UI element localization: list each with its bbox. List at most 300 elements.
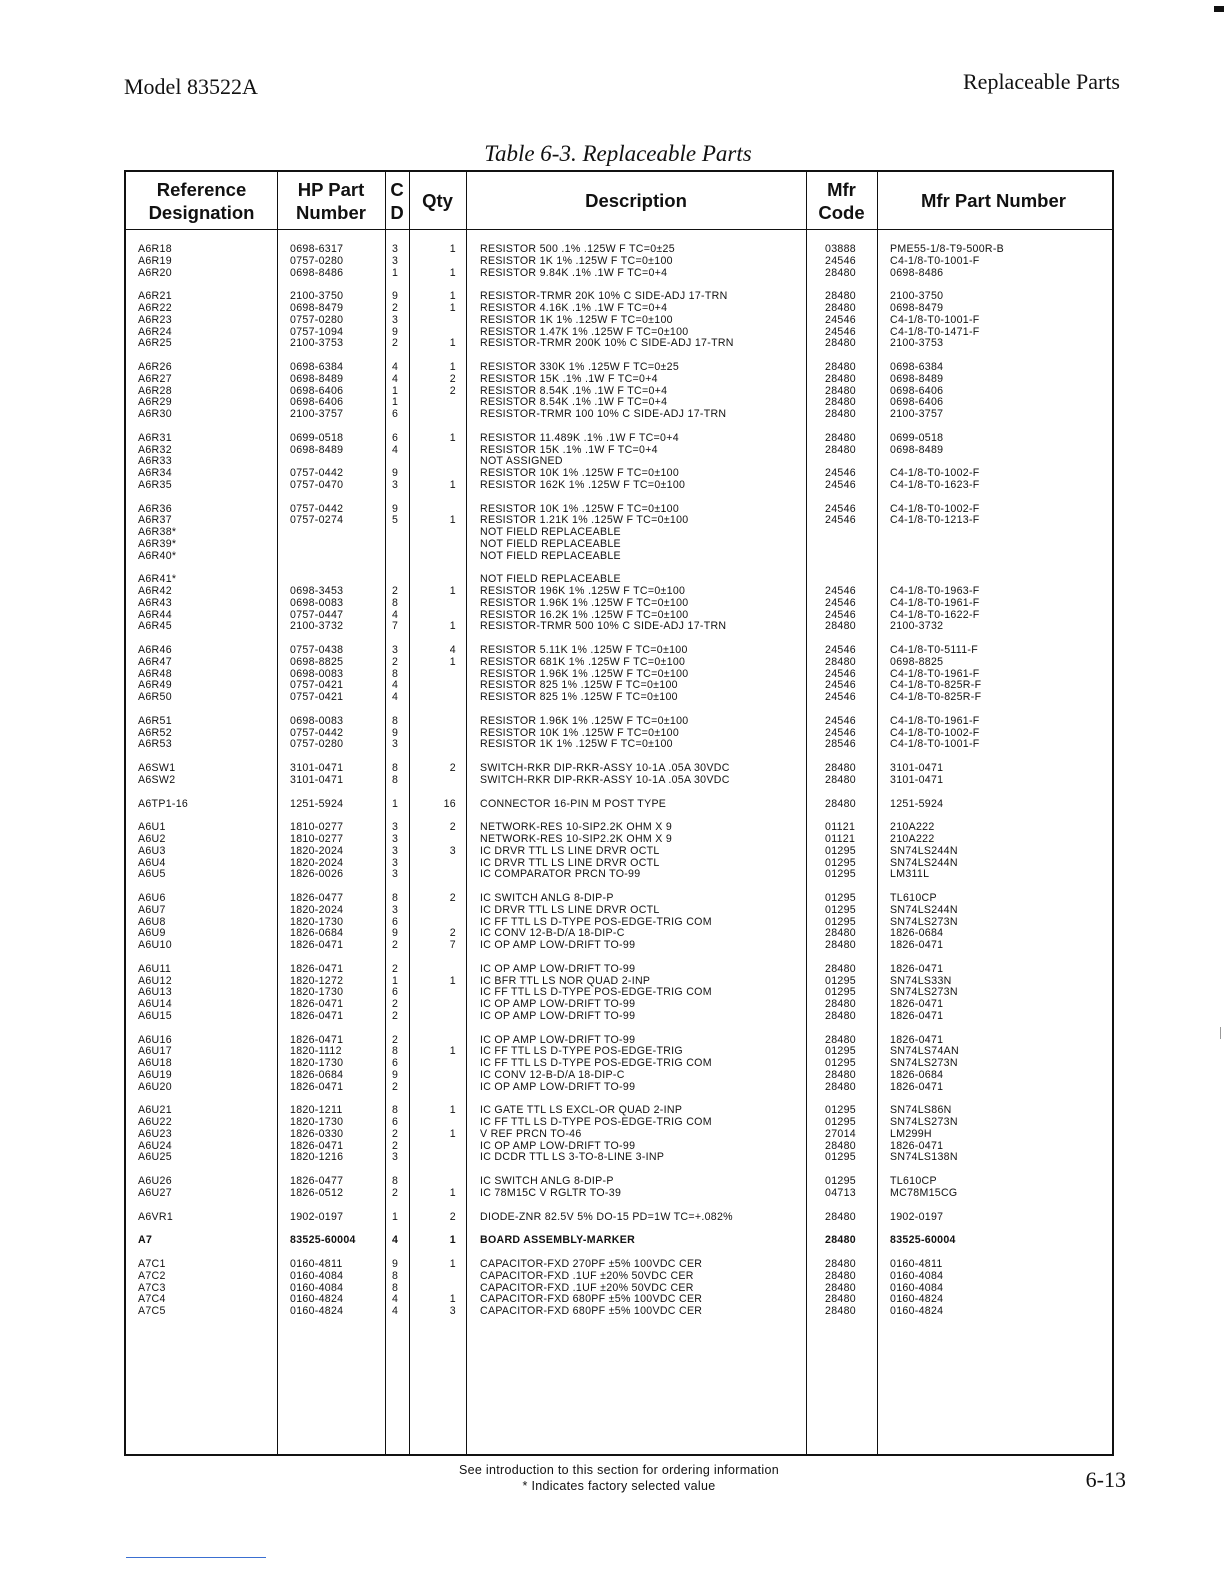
mfr-part-cell: 0160-4811 xyxy=(890,1258,943,1270)
hp-part-cell: 0160-4824 xyxy=(290,1305,344,1317)
qty-cell: 3 xyxy=(449,1305,456,1317)
reference-cell: A6U18 xyxy=(138,1057,172,1069)
mfr-part-cell: 1826-0471 xyxy=(890,1080,944,1093)
cd-cell: 9 xyxy=(392,502,399,515)
mfr-part-cell: 0698-8479 xyxy=(890,302,944,314)
cd-cell: 2 xyxy=(392,1186,399,1199)
reference-cell: A6VR1 xyxy=(138,1210,174,1223)
mfr-code-cell: 01295 xyxy=(825,892,856,904)
qty-cell: 2 xyxy=(449,1210,456,1223)
cd-cell: 6 xyxy=(392,986,399,999)
cd-cell: 1 xyxy=(392,797,399,810)
description-cell: RESISTOR 196K 1% .125W F TC=0±100 xyxy=(480,585,686,597)
mfr-code-cell: 24546 xyxy=(825,502,856,515)
reference-cell: A7C1 xyxy=(138,1258,166,1270)
scan-mark xyxy=(1220,1027,1221,1039)
reference-cell: A6U19 xyxy=(138,1068,172,1081)
mfr-code-cell: 24546 xyxy=(825,467,856,479)
reference-cell: A6R29 xyxy=(138,396,172,409)
cd-cell: 2 xyxy=(392,655,399,668)
description-cell: IC CONV 12-B-D/A 18-DIP-C xyxy=(480,1068,625,1081)
table-row xyxy=(126,999,1112,1011)
description-cell: RESISTOR 16.2K 1% .125W F TC=0±100 xyxy=(480,608,689,621)
table-row xyxy=(126,256,1112,268)
mfr-part-cell: LM299H xyxy=(890,1127,932,1140)
cd-cell: 8 xyxy=(392,714,399,727)
qty-cell: 1 xyxy=(449,1127,456,1140)
description-cell: IC CONV 12-B-D/A 18-DIP-C xyxy=(480,927,625,940)
hp-part-cell: 0160-4084 xyxy=(290,1269,344,1282)
table-row xyxy=(126,1117,1112,1129)
mfr-part-cell: 0699-0518 xyxy=(890,431,944,444)
mfr-part-cell: C4-1/8-T0-1001-F xyxy=(890,313,980,326)
mfr-code-cell: 24546 xyxy=(825,644,856,656)
cd-cell: 8 xyxy=(392,667,399,680)
mfr-code-cell: 24546 xyxy=(825,679,856,692)
mfr-code-cell: 01295 xyxy=(825,1151,856,1164)
reference-cell: A6R48 xyxy=(138,667,172,680)
table-row xyxy=(126,527,1112,539)
hp-part-cell: 0757-0280 xyxy=(290,738,344,751)
mfr-code-cell: 28480 xyxy=(825,998,856,1010)
hp-part-cell: 3101-0471 xyxy=(290,773,344,786)
reference-cell: A6U26 xyxy=(138,1175,172,1187)
qty-cell: 1 xyxy=(449,585,456,597)
mfr-code-cell: 28480 xyxy=(825,408,856,420)
qty-cell: 1 xyxy=(449,655,456,668)
description-cell: RESISTOR-TRMR 20K 10% C SIDE-ADJ 17-TRN xyxy=(480,290,728,303)
cd-cell: 3 xyxy=(392,903,399,916)
reference-cell: A6U23 xyxy=(138,1127,172,1140)
hp-part-cell: 2100-3757 xyxy=(290,408,344,420)
qty-cell: 1 xyxy=(449,302,456,314)
reference-cell: A6U12 xyxy=(138,974,172,987)
mfr-part-cell: 0160-4084 xyxy=(890,1281,944,1294)
description-cell: RESISTOR 1.47K 1% .125W F TC=0±100 xyxy=(480,325,689,338)
mfr-part-cell: 0698-6406 xyxy=(890,396,944,409)
hp-part-cell: 0698-8489 xyxy=(290,443,344,456)
description-cell: IC OP AMP LOW-DRIFT TO-99 xyxy=(480,1080,636,1093)
cd-cell: 4 xyxy=(392,691,399,703)
description-cell: NOT FIELD REPLACEABLE xyxy=(480,537,621,550)
mfr-code-cell: 28480 xyxy=(825,962,856,975)
hp-part-cell: 3101-0471 xyxy=(290,762,344,774)
description-cell: RESISTOR 1.96K 1% .125W F TC=0±100 xyxy=(480,667,689,680)
description-cell: RESISTOR 500 .1% .125W F TC=0±25 xyxy=(480,243,675,255)
table-row xyxy=(126,315,1112,327)
description-cell: RESISTOR 1.96K 1% .125W F TC=0±100 xyxy=(480,714,689,727)
hp-part-cell: 0160-4811 xyxy=(290,1258,343,1270)
cd-cell: 1 xyxy=(392,1210,399,1223)
mfr-part-cell: C4-1/8-T0-1471-F xyxy=(890,325,980,338)
cd-cell: 2 xyxy=(392,1080,399,1093)
hp-part-cell: 0757-0274 xyxy=(290,514,344,527)
column-header-hp-part: HP Part Number xyxy=(296,178,366,223)
reference-cell: A6U11 xyxy=(138,962,172,975)
description-cell: CAPACITOR-FXD 270PF ±5% 100VDC CER xyxy=(480,1258,703,1270)
cd-cell: 6 xyxy=(392,1057,399,1069)
cd-cell: 4 xyxy=(392,1305,399,1317)
description-cell: IC OP AMP LOW-DRIFT TO-99 xyxy=(480,1139,636,1152)
qty-cell: 1 xyxy=(449,1258,456,1270)
hp-part-cell: 0698-0083 xyxy=(290,667,344,680)
description-cell: NOT FIELD REPLACEABLE xyxy=(480,573,621,586)
reference-cell: A6U22 xyxy=(138,1116,172,1128)
table-row xyxy=(126,362,1112,374)
mfr-part-cell: 2100-3750 xyxy=(890,290,944,303)
table-row xyxy=(126,834,1112,846)
qty-cell: 1 xyxy=(449,243,456,255)
table-title: Table 6-3. Replaceable Parts xyxy=(484,141,752,166)
hp-part-cell: 2100-3732 xyxy=(290,620,344,633)
qty-cell: 1 xyxy=(449,361,456,373)
cd-cell: 3 xyxy=(392,644,399,656)
reference-cell: A6R43 xyxy=(138,596,172,609)
reference-cell: A6U25 xyxy=(138,1151,172,1164)
mfr-part-cell: C4-1/8-T0-825R-F xyxy=(890,679,982,692)
description-cell: IC FF TTL LS D-TYPE POS-EDGE-TRIG COM xyxy=(480,1116,712,1128)
mfr-part-cell: C4-1/8-T0-1961-F xyxy=(890,596,980,609)
description-cell: IC 78M15C V RGLTR TO-39 xyxy=(480,1186,622,1199)
mfr-code-cell: 28480 xyxy=(825,939,856,951)
mfr-code-cell: 28480 xyxy=(825,266,856,279)
description-cell: IC FF TTL LS D-TYPE POS-EDGE-TRIG COM xyxy=(480,1057,712,1069)
mfr-code-cell: 28480 xyxy=(825,1269,856,1282)
column-header-description: Description xyxy=(585,190,687,211)
hp-part-cell: 1810-0277 xyxy=(290,821,344,834)
description-cell: IC OP AMP LOW-DRIFT TO-99 xyxy=(480,1033,636,1046)
cd-cell: 9 xyxy=(392,927,399,940)
mfr-part-cell: C4-1/8-T0-1001-F xyxy=(890,254,980,267)
reference-cell: A7 xyxy=(138,1234,153,1247)
mfr-part-cell: SN74LS273N xyxy=(890,915,958,928)
reference-cell: A6SW2 xyxy=(138,773,176,786)
hp-part-cell: 0757-0421 xyxy=(290,691,344,703)
reference-cell: A6U1 xyxy=(138,821,166,834)
mfr-part-cell: SN74LS244N xyxy=(890,903,958,916)
mfr-part-cell: C4-1/8-T0-1961-F xyxy=(890,714,980,727)
hp-part-cell: 1820-1730 xyxy=(290,986,344,999)
mfr-part-cell: 0160-4824 xyxy=(890,1305,944,1317)
description-cell: IC OP AMP LOW-DRIFT TO-99 xyxy=(480,1009,636,1022)
description-cell: RESISTOR 15K .1% .1W F TC=0+4 xyxy=(480,443,658,456)
table-row xyxy=(126,1176,1112,1188)
mfr-code-cell: 28480 xyxy=(825,443,856,456)
mfr-code-cell: 24546 xyxy=(825,691,856,703)
description-cell: RESISTOR 825 1% .125W F TC=0±100 xyxy=(480,679,678,692)
hp-part-cell: 1826-0684 xyxy=(290,927,344,940)
table-row xyxy=(126,1011,1112,1023)
cd-cell: 6 xyxy=(392,1116,399,1128)
mfr-part-cell: C4-1/8-T0-1963-F xyxy=(890,585,980,597)
description-cell: RESISTOR 8.54K .1% .1W F TC=0+4 xyxy=(480,396,668,409)
reference-cell: A6U7 xyxy=(138,903,166,916)
description-cell: RESISTOR 4.16K .1% .1W F TC=0+4 xyxy=(480,302,668,314)
table-row xyxy=(126,433,1112,445)
cd-cell: 8 xyxy=(392,1104,399,1117)
column-header-mfr-part: Mfr Part Number xyxy=(921,190,1066,211)
description-cell: RESISTOR-TRMR 200K 10% C SIDE-ADJ 17-TRN xyxy=(480,337,734,350)
hp-part-cell: 1826-0471 xyxy=(290,1139,344,1152)
cd-cell: 3 xyxy=(392,243,399,255)
corner-mark xyxy=(1214,6,1224,12)
mfr-part-cell: C4-1/8-T0-1961-F xyxy=(890,667,980,680)
reference-cell: A6R33 xyxy=(138,455,172,468)
table-row xyxy=(126,268,1112,280)
hp-part-cell: 1902-0197 xyxy=(290,1210,344,1223)
mfr-part-cell: 1826-0684 xyxy=(890,1068,944,1081)
hp-part-cell: 0160-4824 xyxy=(290,1293,344,1306)
qty-cell: 1 xyxy=(449,1293,456,1306)
cd-cell: 4 xyxy=(392,443,399,456)
cd-cell: 9 xyxy=(392,1068,399,1081)
mfr-code-cell: 28480 xyxy=(825,302,856,314)
section-header: Replaceable Parts xyxy=(963,69,1120,94)
table-row xyxy=(126,692,1112,704)
reference-cell: A6TP1-16 xyxy=(138,797,189,810)
mfr-code-cell: 28480 xyxy=(825,1033,856,1046)
description-cell: BOARD ASSEMBLY-MARKER xyxy=(480,1234,636,1247)
table-row xyxy=(126,1070,1112,1082)
hp-part-cell: 1820-1112 xyxy=(290,1045,342,1058)
cd-cell: 3 xyxy=(392,821,399,834)
cd-cell: 3 xyxy=(392,856,399,869)
asterisk-note: * Indicates factory selected value xyxy=(522,1479,716,1493)
description-cell: IC SWITCH ANLG 8-DIP-P xyxy=(480,892,614,904)
hp-part-cell: 0698-8479 xyxy=(290,302,344,314)
qty-cell: 2 xyxy=(449,384,456,397)
table-row xyxy=(126,586,1112,598)
reference-cell: A7C2 xyxy=(138,1269,166,1282)
description-cell: RESISTOR 1.96K 1% .125W F TC=0±100 xyxy=(480,596,689,609)
qty-cell: 2 xyxy=(449,372,456,385)
table-row xyxy=(126,905,1112,917)
qty-cell: 1 xyxy=(449,1104,456,1117)
cd-cell: 6 xyxy=(392,915,399,928)
hp-part-cell: 2100-3750 xyxy=(290,290,344,303)
description-cell: V REF PRCN TO-46 xyxy=(480,1127,582,1140)
mfr-part-cell: 210A222 xyxy=(890,821,935,834)
cd-cell: 3 xyxy=(392,868,399,881)
mfr-code-cell: 28480 xyxy=(825,337,856,350)
model-header: Model 83522A xyxy=(124,74,258,99)
mfr-code-cell: 01295 xyxy=(825,1116,856,1128)
mfr-code-cell: 24546 xyxy=(825,726,856,739)
table-row xyxy=(126,645,1112,657)
description-cell: IC DRVR TTL LS LINE DRVR OCTL xyxy=(480,844,660,857)
reference-cell: A6U14 xyxy=(138,998,172,1010)
mfr-part-cell: SN74LS244N xyxy=(890,844,958,857)
mfr-part-cell: 3101-0471 xyxy=(890,762,944,774)
reference-cell: A6R28 xyxy=(138,384,172,397)
reference-cell: A7C4 xyxy=(138,1293,166,1306)
reference-cell: A6R53 xyxy=(138,738,172,751)
mfr-code-cell: 28480 xyxy=(825,655,856,668)
mfr-code-cell: 27014 xyxy=(825,1127,856,1140)
description-cell: RESISTOR 10K 1% .125W F TC=0±100 xyxy=(480,467,680,479)
description-cell: DIODE-ZNR 82.5V 5% DO-15 PD=1W TC=+.082% xyxy=(480,1210,733,1223)
mfr-part-cell: 1826-0471 xyxy=(890,1009,944,1022)
cd-cell: 7 xyxy=(392,620,399,633)
cd-cell: 1 xyxy=(392,266,399,279)
description-cell: CAPACITOR-FXD .1UF ±20% 50VDC CER xyxy=(480,1281,694,1294)
column-header-qty: Qty xyxy=(422,190,453,211)
hp-part-cell: 1826-0026 xyxy=(290,868,344,881)
table-row xyxy=(126,869,1112,881)
reference-cell: A7C3 xyxy=(138,1281,166,1294)
cd-cell: 8 xyxy=(392,1045,399,1058)
hp-part-cell: 1820-1272 xyxy=(290,974,344,987)
description-cell: RESISTOR 5.11K 1% .125W F TC=0±100 xyxy=(480,644,688,656)
mfr-code-cell: 01295 xyxy=(825,844,856,857)
reference-cell: A6U17 xyxy=(138,1045,172,1058)
table-body xyxy=(126,244,1112,1318)
hp-part-cell: 0698-8486 xyxy=(290,266,344,279)
qty-cell: 2 xyxy=(449,821,456,834)
qty-cell: 4 xyxy=(449,644,456,656)
table-row xyxy=(126,244,1112,256)
cd-cell: 2 xyxy=(392,1139,399,1152)
table-row xyxy=(126,846,1112,858)
hp-part-cell: 1820-1730 xyxy=(290,1057,344,1069)
table-row xyxy=(126,1058,1112,1070)
description-cell: RESISTOR 11.489K .1% .1W F TC=0+4 xyxy=(480,431,679,444)
cd-cell: 3 xyxy=(392,254,399,267)
hp-part-cell: 0757-0280 xyxy=(290,254,344,267)
mfr-part-cell: 1902-0197 xyxy=(890,1210,944,1223)
mfr-code-cell: 28480 xyxy=(825,620,856,633)
mfr-part-cell: 1826-0471 xyxy=(890,962,944,975)
mfr-part-cell: SN74LS86N xyxy=(890,1104,952,1117)
mfr-part-cell: 2100-3753 xyxy=(890,337,944,350)
cd-cell: 8 xyxy=(392,762,399,774)
mfr-part-cell: 0698-8489 xyxy=(890,443,944,456)
mfr-part-cell: C4-1/8-T0-1002-F xyxy=(890,726,980,739)
mfr-code-cell: 28480 xyxy=(825,773,856,786)
mfr-code-cell: 01121 xyxy=(825,833,856,845)
cd-cell: 2 xyxy=(392,1033,399,1046)
mfr-part-cell: SN74LS74AN xyxy=(890,1045,959,1058)
description-cell: IC FF TTL LS D-TYPE POS-EDGE-TRIG COM xyxy=(480,915,712,928)
description-cell: IC FF TTL LS D-TYPE POS-EDGE-TRIG COM xyxy=(480,986,712,999)
reference-cell: A6U2 xyxy=(138,833,166,845)
bottom-rule xyxy=(126,1557,266,1558)
mfr-part-cell: MC78M15CG xyxy=(890,1186,958,1199)
mfr-code-cell: 28480 xyxy=(825,797,856,810)
mfr-code-cell: 01121 xyxy=(825,821,856,834)
cd-cell: 6 xyxy=(392,408,399,420)
mfr-part-cell: 0160-4084 xyxy=(890,1269,944,1282)
cd-cell: 2 xyxy=(392,302,399,314)
qty-cell: 1 xyxy=(449,1045,456,1058)
reference-cell: A6R35 xyxy=(138,478,172,491)
description-cell: IC OP AMP LOW-DRIFT TO-99 xyxy=(480,939,636,951)
table-row xyxy=(126,1152,1112,1164)
cd-cell: 2 xyxy=(392,337,399,350)
mfr-code-cell: 01295 xyxy=(825,1045,856,1058)
cd-cell: 9 xyxy=(392,726,399,739)
cd-cell: 6 xyxy=(392,431,399,444)
table-row xyxy=(126,1212,1112,1224)
reference-cell: A6R50 xyxy=(138,691,172,703)
mfr-part-cell: 1826-0471 xyxy=(890,939,944,951)
mfr-part-cell: 1826-0471 xyxy=(890,1033,944,1046)
mfr-code-cell: 28480 xyxy=(825,384,856,397)
qty-cell: 1 xyxy=(449,514,456,527)
table-row xyxy=(126,799,1112,811)
mfr-code-cell: 28480 xyxy=(825,1281,856,1294)
description-cell: RESISTOR 1K 1% .125W F TC=0±100 xyxy=(480,254,673,267)
hp-part-cell: 0698-6406 xyxy=(290,384,344,397)
hp-part-cell: 0698-0083 xyxy=(290,596,344,609)
description-cell: IC DRVR TTL LS LINE DRVR OCTL xyxy=(480,856,660,869)
reference-cell: A6R27 xyxy=(138,372,172,385)
hp-part-cell: 1820-1216 xyxy=(290,1151,344,1164)
mfr-code-cell: 01295 xyxy=(825,974,856,987)
description-cell: IC COMPARATOR PRCN TO-99 xyxy=(480,868,641,881)
mfr-code-cell: 28480 xyxy=(825,1080,856,1093)
description-cell: NOT FIELD REPLACEABLE xyxy=(480,549,621,562)
cd-cell: 3 xyxy=(392,478,399,491)
mfr-code-cell: 03888 xyxy=(825,243,856,255)
mfr-code-cell: 28480 xyxy=(825,372,856,385)
reference-cell: A6R42 xyxy=(138,585,172,597)
table-row xyxy=(126,1271,1112,1283)
reference-cell: A6U15 xyxy=(138,1009,172,1022)
column-header-mfr-code: Mfr Code xyxy=(818,178,865,223)
table-row xyxy=(126,763,1112,775)
hp-part-cell: 0698-6406 xyxy=(290,396,344,409)
mfr-part-cell: TL610CP xyxy=(890,892,937,904)
reference-cell: A6R41* xyxy=(138,573,177,586)
cd-cell: 8 xyxy=(392,892,399,904)
cd-cell: 2 xyxy=(392,939,399,951)
column-header-reference: Reference Designation xyxy=(148,178,255,223)
hp-part-cell: 1820-2024 xyxy=(290,844,344,857)
mfr-code-cell: 28480 xyxy=(825,396,856,409)
mfr-part-cell: 0698-6406 xyxy=(890,384,944,397)
mfr-code-cell: 28480 xyxy=(825,1305,856,1317)
description-cell: RESISTOR 8.54K .1% .1W F TC=0+4 xyxy=(480,384,668,397)
reference-cell: A6R38* xyxy=(138,526,177,538)
description-cell: RESISTOR 681K 1% .125W F TC=0±100 xyxy=(480,655,686,668)
reference-cell: A6R32 xyxy=(138,443,172,456)
table-row xyxy=(126,468,1112,480)
hp-part-cell: 0698-8489 xyxy=(290,372,344,385)
description-cell: CAPACITOR-FXD 680PF ±5% 100VDC CER xyxy=(480,1293,703,1306)
reference-cell: A6U10 xyxy=(138,939,172,951)
hp-part-cell: 1826-0330 xyxy=(290,1127,344,1140)
description-cell: RESISTOR 1K 1% .125W F TC=0±100 xyxy=(480,313,673,326)
description-cell: IC BFR TTL LS NOR QUAD 2-INP xyxy=(480,974,651,987)
mfr-code-cell: 01295 xyxy=(825,1057,856,1069)
description-cell: RESISTOR 825 1% .125W F TC=0±100 xyxy=(480,691,678,703)
reference-cell: A6R51 xyxy=(138,714,172,727)
qty-cell: 2 xyxy=(449,927,456,940)
reference-cell: A6R19 xyxy=(138,254,172,267)
mfr-code-cell: 28480 xyxy=(825,1068,856,1081)
description-cell: RESISTOR 162K 1% .125W F TC=0±100 xyxy=(480,478,686,491)
hp-part-cell: 0757-0438 xyxy=(290,644,344,656)
cd-cell: 3 xyxy=(392,833,399,845)
mfr-part-cell: C4-1/8-T0-1002-F xyxy=(890,467,980,479)
description-cell: NOT FIELD REPLACEABLE xyxy=(480,526,621,538)
hp-part-cell: 1826-0477 xyxy=(290,1175,344,1187)
description-cell: IC OP AMP LOW-DRIFT TO-99 xyxy=(480,962,636,975)
qty-cell: 16 xyxy=(443,797,456,810)
description-cell: IC DCDR TTL LS 3-TO-8-LINE 3-INP xyxy=(480,1151,665,1164)
mfr-code-cell: 28480 xyxy=(825,1009,856,1022)
